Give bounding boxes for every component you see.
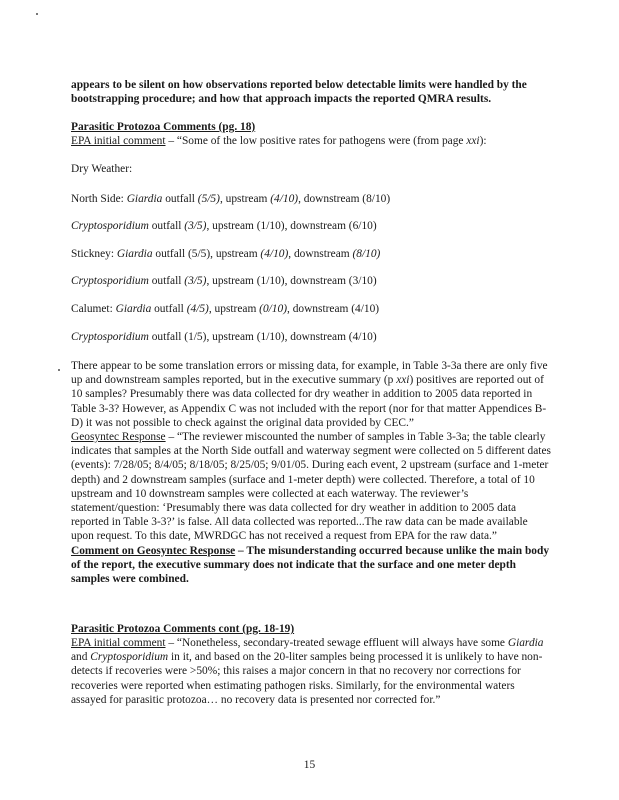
page-number: 15: [303, 759, 316, 771]
geosyntec-response-text: – “The reviewer miscounted the number of samples in Table 3-3a; the table clearly indicates that samples at the North Side outfall and waterway segment were collected on 5 different dates (events): 7/28/05; 8/4/05; 8/18/05; 8/25/05; 9/01/05. During each event, 2 upstream (surface and 1-meter depth) and 2 downstream samples (surface and 1-meter depth) were collected. Therefore, a total of 10 upstream and 10 downstream samples were collected at each waterway. The reviewer’s statement/question: ‘Presumably there was data collected for dry weather in addition to 2005 data reported in Table 3-3?’ is false. All data collected was reported...The raw data can be made available upon request. To this date, MWRDGC has not received a request from EPA for the raw data.”: [71, 431, 551, 543]
section2-heading: [71, 622, 551, 636]
section1-heading-text: Parasitic Protozoa Comments (pg. 18): [71, 121, 256, 133]
pathogen-row: Cryptosporidium outfall (3/5), upstream (1/10), downstream (3/10): [71, 275, 377, 287]
dry-weather-label: Dry Weather:: [71, 163, 133, 175]
pathogen-row: Cryptosporidium outfall (3/5), upstream (1/10), downstream (6/10): [71, 220, 377, 232]
comment-on-response-text: – The misunderstanding occurred because unlike the main body of the report, the executive summary does not indicate that the surface and one meter depth samples were combined.: [71, 544, 550, 586]
pathogen-row: North Side: Giardia outfall (5/5), upstream (4/10), downstream (8/10): [71, 193, 391, 205]
pathogen-row: Cryptosporidium outfall (1/5), upstream (1/10), downstream (4/10): [71, 331, 377, 343]
epa-comment-text: – “Some of the low positive rates for pathogens were (from page: [165, 135, 467, 147]
epa-comment-page-ref: xxi: [466, 135, 480, 147]
section2-epa-comment: EPA initial comment – “Nonetheless, secondary-treated sewage effluent will always have some Giardia and Cryptosporidium in it, and based on the 20-liter samples being processed it is unlikely to have non-detects if recoveries were >50%; this raises a major concern in that no recovery nor corrections for recoveries were reported when estimating pathogen risks. Similarly, for the environmental waters assayed for parasitic protozoa… no recovery data is presented nor corrected for.”: [71, 637, 544, 706]
scan-speck: [36, 13, 38, 15]
section1-epa-comment: [71, 134, 551, 148]
epa-comment-label: EPA initial comment: [71, 135, 166, 147]
pathogen-row: Calumet: Giardia outfall (4/5), upstream (0/10), downstream (4/10): [71, 303, 380, 315]
epa-comment-label: EPA initial comment: [71, 637, 166, 649]
epa-comment-end: ):: [479, 135, 487, 147]
geosyntec-response-label: Geosyntec Response: [71, 431, 166, 444]
pathogen-row: Stickney: Giardia outfall (5/5), upstream (4/10), downstream (8/10): [71, 248, 381, 260]
comment-on-response-label: Comment on Geosyntec Response: [71, 544, 236, 557]
scan-speck: [58, 369, 60, 371]
section1-discussion: There appear to be some translation errors or missing data, for example, in Table 3-3a there are only five up and downstream samples reported, but in the executive summary (p xxi) positives are reported out of 10 samples? Presumably there was data collected for dry weather in addition to 2005 data reported in Table 3-3? However, as Appendix C was not included with the report (nor for that matter Appendices B-D) it was not possible to check against the original data provided by CEC.” Geosyntec Response – “The reviewer miscounted the number of samples in Table 3-3a; the table clearly indicates that samples at the North Side outfall and waterway segment were collected on 5 different dates (events): 7/28/05; 8/4/05; 8/18/05; 8/25/05; 9/01/05. During each event, 2 upstream (surface and 1-meter depth) and 2 downstream samples (surface and 1-meter depth) were collected. Therefore, a total of 10 upstream and 10 downstream samples were collected at each waterway. The reviewer’s statement/question: ‘Presumably there was data collected for dry weather in addition to 2005 data reported in Table 3-3?’ is false. All data collected was reported...The raw data can be made available upon request. To this date, MWRDGC has not received a request from EPA for the raw data.” Comment on Geosyntec Response – The misunderstanding occurred because unlike the main body of the report, the executive summary does not indicate that the surface and one meter depth samples were combined.: [71, 360, 551, 586]
section2-heading-text: Parasitic Protozoa Comments cont (pg. 18-19): [71, 623, 295, 635]
intro-text: appears to be silent on how observations reported below detectable limits were handled by the bootstrapping procedure; and how that approach impacts the reported QMRA results.: [71, 79, 527, 106]
section1-heading: [71, 120, 551, 134]
intro-paragraph: [71, 78, 551, 106]
